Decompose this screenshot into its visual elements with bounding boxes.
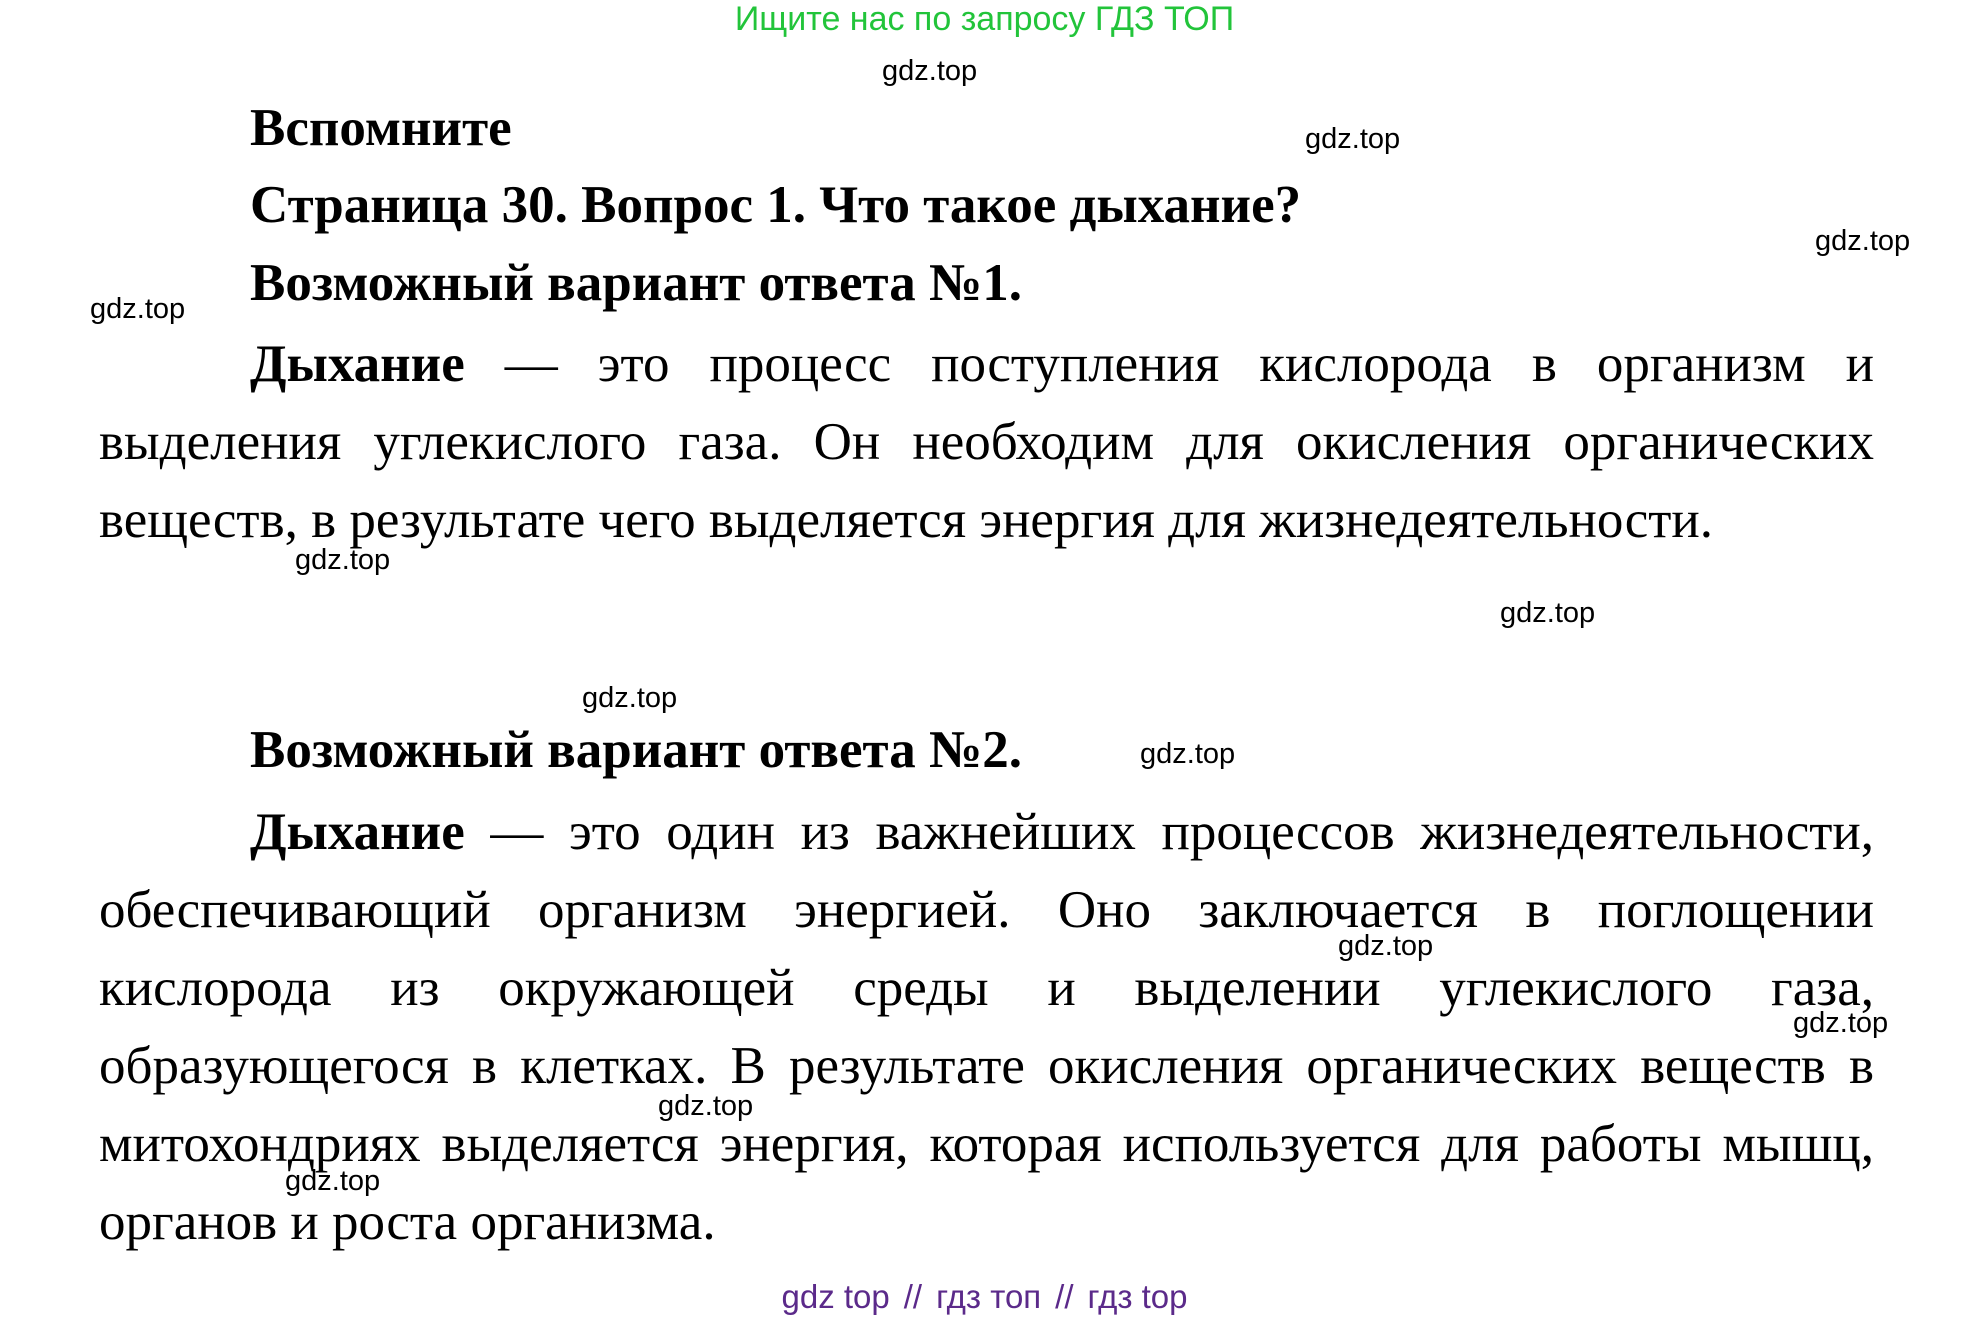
variant-2-heading: Возможный вариант ответа №2. [250,721,1022,779]
watermark: gdz.top [285,1165,381,1197]
watermark: gdz.top [295,544,391,576]
watermark: gdz.top [1140,738,1236,770]
footer-link-gdz-top-mixed[interactable]: гдз top [1087,1278,1188,1315]
watermark: gdz.top [1815,225,1911,257]
answer-1-text: — это процесс поступления кислорода в организм и выделения углекислого газа. Он необходим для окисления органических веществ, в результате чего выделяется энергия для жизнедеятельности. [99,335,1874,549]
recall-heading: Вспомните [250,99,512,157]
watermark: gdz.top [1793,1007,1889,1039]
footer-separator: // [1055,1278,1074,1315]
watermark: gdz.top [658,1090,754,1122]
watermark: gdz.top [90,293,186,325]
watermark: gdz.top [1338,930,1434,962]
watermark: gdz.top [1500,597,1596,629]
answer-1-term: Дыхание [250,335,465,393]
answer-2-term: Дыхание [250,803,465,861]
answer-2-text: — это один из важнейших процессов жизнедеятельности, обеспечивающий организм энергией. Оно заключается в поглощении кислорода из окружающей среды и выделении углекислого газа, образующегося в клетках. В результате окисления органических веществ в митохондриях выделяется энергия, которая используется для работы мышц, органов и роста организма. [99,803,1874,1251]
answer-2-paragraph [99,793,1874,1261]
footer-link-gdz-top[interactable]: gdz top [781,1278,890,1315]
variant-1-heading: Возможный вариант ответа №1. [250,254,1022,312]
footer-separator: // [903,1278,923,1315]
watermark: gdz.top [582,682,678,714]
watermark: gdz.top [1305,123,1401,155]
watermark: gdz.top [882,55,978,87]
top-banner: Ищите нас по запросу ГДЗ ТОП [734,0,1235,38]
question-heading: Страница 30. Вопрос 1. Что такое дыхание? [250,176,1302,234]
answer-1-paragraph [99,325,1874,559]
footer-link-gdz-top-ru[interactable]: гдз топ [936,1278,1042,1315]
footer [0,1278,1969,1318]
